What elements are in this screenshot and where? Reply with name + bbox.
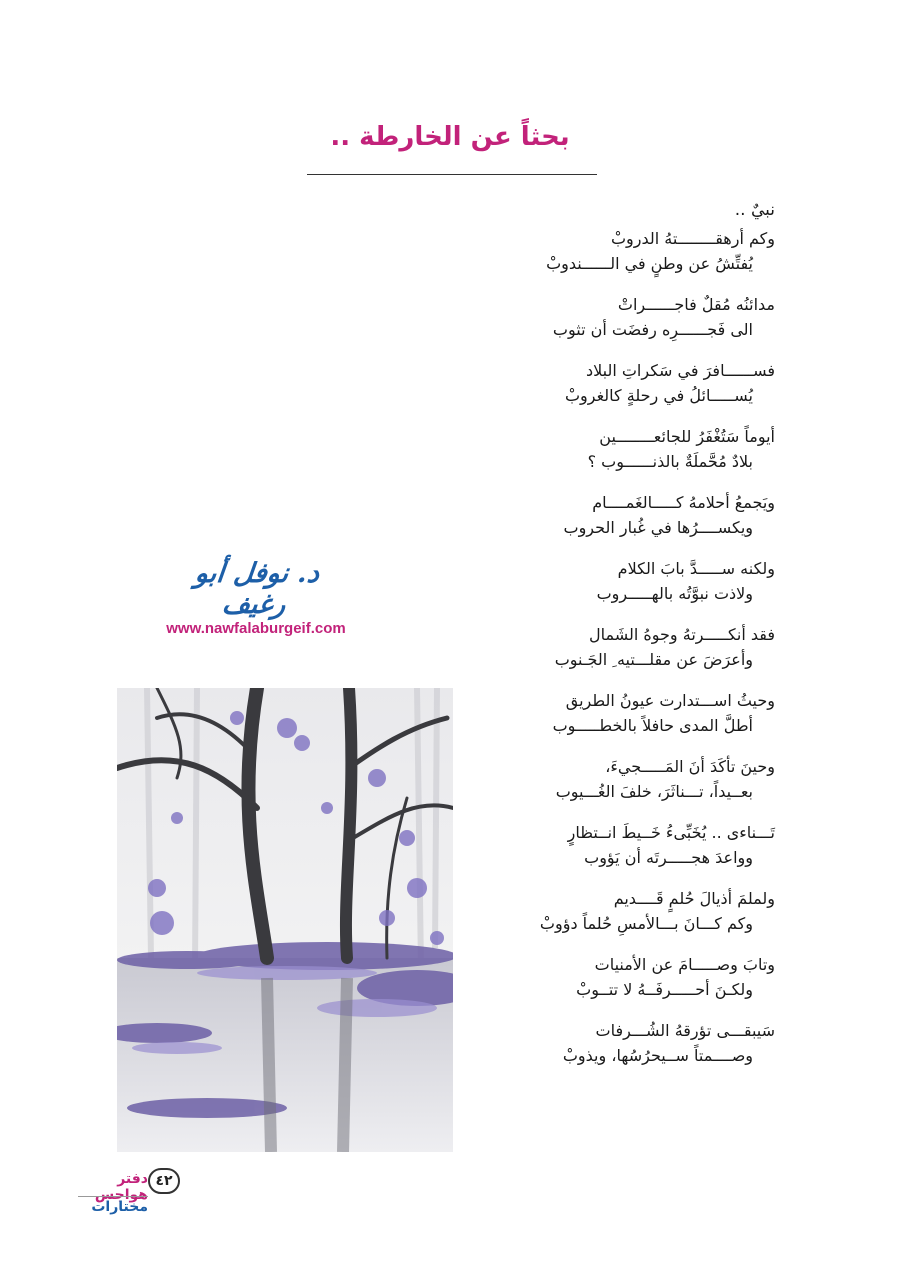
stanza [440, 754, 775, 804]
verse-line-1: وحيثُ اســـتدارت عيونُ الطريق [565, 691, 775, 710]
verse-line-1: أيوماً سَتُغْفَرُ للجائعــــــــين [599, 427, 775, 446]
verse-line-1: ولكنه ســـــدَّ بابَ الكلام [617, 559, 775, 578]
page-number-badge: ٤٢ [148, 1168, 180, 1194]
verse-line-2: يُفتِّشُ عن وطنٍ في الــــــندوبْ [546, 254, 753, 273]
section-name: مختارات [78, 1196, 148, 1215]
verse-line-1: فقد أنكـــــرتهُ وجوهُ الشَمال [588, 625, 775, 644]
verse-line-2: بلادٌ مُحَّملَةٌ بالذنــــــوب ؟ [587, 452, 753, 471]
verse-line-2: ولكـنَ أحـــــرفَــهُ لا تتــوبْ [576, 980, 753, 999]
verse-line-1: وحينَ تأكَدَ أنَ المَـــــجيءَ، [605, 757, 775, 776]
stanza [440, 820, 775, 870]
stanza [440, 358, 775, 408]
stanza [440, 1018, 775, 1068]
stanza [440, 226, 775, 276]
verse-line-2: ويكســــرُها في غُبار الحروب [563, 518, 753, 537]
verse-line-2: وصــــمتاً ســيحرُسُها، ويذوبْ [562, 1046, 753, 1065]
stanza [440, 622, 775, 672]
verse-line-2: يُســـــائلُ في رحلةٍ كالغروبْ [564, 386, 753, 405]
verse-line-2: ولاذت نبوَّتُه بالهـــــروب [596, 584, 753, 603]
poem-opening: نبيٌ .. [734, 200, 775, 220]
verse-line-1: مدائنُه مُقلٌ فاجــــــراتْ [617, 295, 775, 314]
verse-line-2: وكم كـــانَ بـــالأمسِ حُلماً دؤوبْ [539, 914, 753, 933]
verse-line-2: أطلَّ المدى حافلاً بالخطـــــوب [552, 716, 753, 735]
verse-line-1: سَيبقـــى تؤرقهُ الشُـــرفات [595, 1021, 775, 1040]
verse-line-2: وواعدَ هجـــــرتَه أن يَؤوب [584, 848, 753, 867]
stanza [440, 490, 775, 540]
stanza [440, 292, 775, 342]
stanza [440, 424, 775, 474]
stanza [440, 952, 775, 1002]
poem-body [440, 198, 775, 1068]
stanza [440, 556, 775, 606]
verse-line-1: تَـــناءى .. يُخَبِّىءُ خَــيطَ انــتظارٍ [567, 823, 775, 842]
magazine-name: دفتر هواجس [94, 1171, 148, 1203]
verse-line-1: ولملمَ أذيالَ حُلمٍ قَــــديم [613, 889, 775, 908]
verse-line-2: الى فَجــــــرِه رفضَت أن تثوب [552, 320, 753, 339]
author-signature: د. نوفل أبو رغيف [193, 558, 321, 620]
verse-line-2: وأعرَضَ عن مقلـــتيه ِ الجَـنوب [554, 650, 753, 669]
watercolor-painting [117, 688, 453, 1152]
stanza [440, 688, 775, 738]
verse-line-1: وكم أرهقــــــــتهُ الدروبْ [610, 229, 775, 248]
title-divider [307, 174, 597, 175]
verse-line-1: فســــــافرَ في سَكراتِ البلاد [585, 361, 775, 380]
verse-line-1: ويَجمعُ أحلامهُ كـــــالغَمــــام [592, 493, 775, 512]
poem-title: بحثاً عن الخارطة .. [330, 122, 570, 152]
stanza [440, 886, 775, 936]
verse-line-1: وتابَ وصـــــامَ عن الأمنيات [594, 955, 775, 974]
author-website: www.nawfalaburgeif.com [166, 620, 346, 637]
verse-line-2: بعــيداً، تـــناثَرَ، خلفَ الغُـــيوب [555, 782, 753, 801]
